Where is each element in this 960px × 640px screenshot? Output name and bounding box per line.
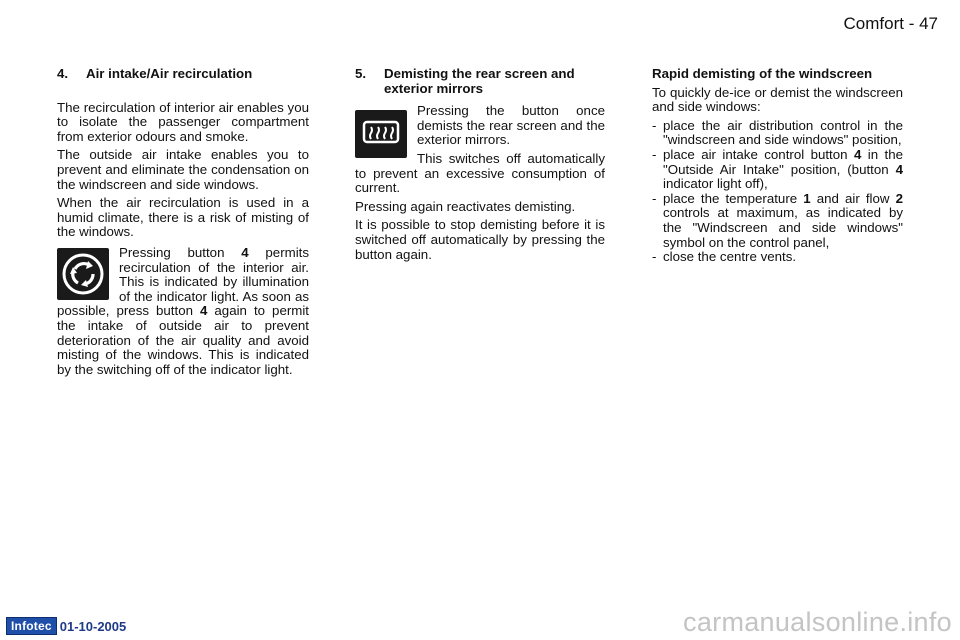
column-rapid-demisting bbox=[652, 67, 903, 265]
footer-date: 01-10-2005 bbox=[59, 618, 127, 634]
page-header: Comfort - 47 bbox=[843, 14, 938, 33]
rear-demist-icon bbox=[355, 110, 407, 158]
paragraph: This switches off automatically to prevent an excessive consumption of current. bbox=[355, 150, 605, 196]
paragraph: Pressing again reactivates demisting. bbox=[355, 198, 576, 214]
paragraph: When the air recirculation is used in a humid climate, there is a risk of misting of the windows. bbox=[57, 195, 309, 240]
section-5-number: 5. bbox=[355, 66, 367, 81]
section-5-title: Demisting the rear screen and exterior mirrors bbox=[384, 66, 575, 96]
rapid-demisting-title: Rapid demisting of the windscreen bbox=[652, 66, 873, 81]
paragraph-recirculation: Pressing button 4 permits recirculation of the interior air. This is indicated by illumination of the indicator light. As soon as possible, press button 4 again to permit the intake of outside air to prevent deterioration of the air quality and avoid misting of the windows. This is indicated by the switching off of the indicator light. bbox=[57, 244, 310, 377]
footer bbox=[6, 617, 126, 635]
air-recirculation-icon bbox=[57, 248, 109, 300]
infotec-logo: Infotec bbox=[6, 617, 57, 635]
section-5-heading bbox=[355, 67, 605, 96]
list-item: - close the centre vents. bbox=[652, 249, 797, 265]
section-4-heading bbox=[57, 67, 309, 82]
section-4-number: 4. bbox=[57, 66, 69, 81]
paragraph: To quickly de-ice or demist the windscreen and side windows: bbox=[652, 84, 903, 115]
paragraph: It is possible to stop demisting before it is switched off automatically by pressing the button again. bbox=[355, 217, 605, 262]
list-item: - place air intake control button 4 in the "Outside Air Intake" position, (button 4 indicator light off), bbox=[652, 146, 903, 192]
paragraph: The recirculation of interior air enables you to isolate the passenger compartment from exterior odours and smoke. bbox=[57, 99, 309, 144]
list-item: - place the air distribution control in the "windscreen and side windows" position, bbox=[652, 117, 903, 148]
section-4-title: Air intake/Air recirculation bbox=[86, 66, 253, 81]
column-air-intake bbox=[57, 67, 309, 381]
watermark: carmanualsonline.info bbox=[683, 607, 952, 637]
paragraph: The outside air intake enables you to prevent and eliminate the condensation on the windscreen and side windows. bbox=[57, 147, 309, 192]
list-item: - place the temperature 1 and air flow 2 controls at maximum, as indicated by the "Windscreen and side windows" symbol on the control panel, bbox=[652, 190, 904, 250]
column-demisting bbox=[355, 67, 605, 266]
paragraph: Pressing the button once demists the rear screen and the exterior mirrors. bbox=[417, 103, 605, 148]
